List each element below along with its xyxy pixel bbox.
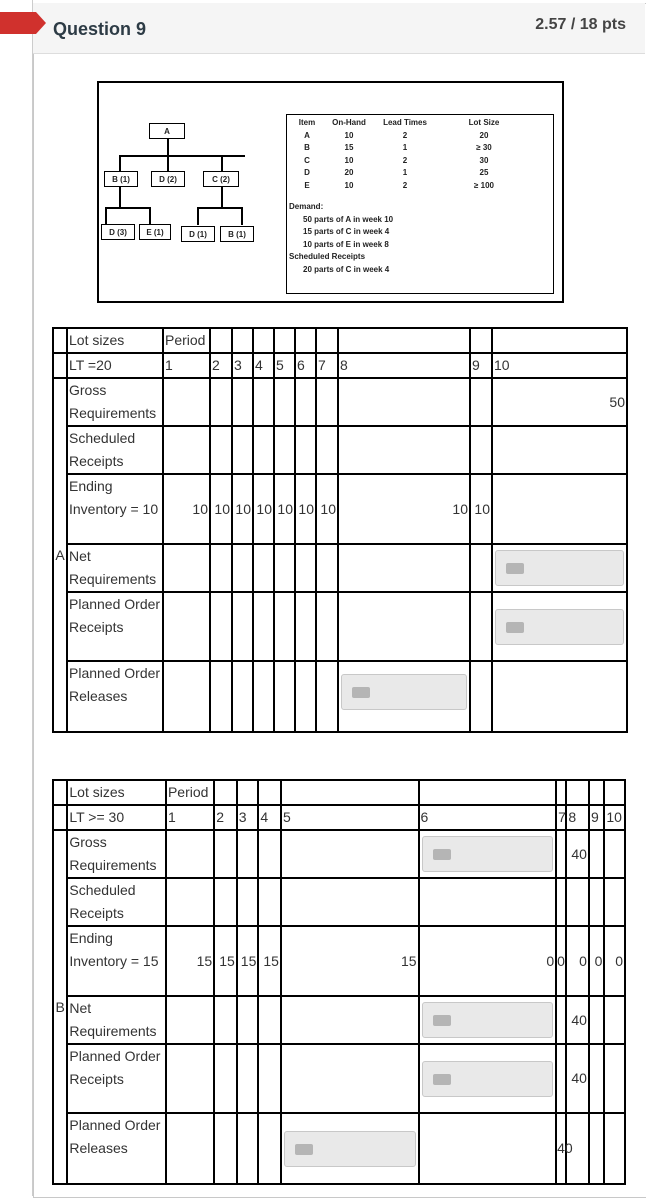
planned-order-receipts-label: Planned Order Receipts xyxy=(67,592,163,661)
grid-cell xyxy=(210,328,232,353)
scheduled-receipts-label: Scheduled Receipts xyxy=(67,878,166,926)
ending-value: 10 xyxy=(210,474,232,544)
period-number: 7 xyxy=(316,353,338,378)
bom-line xyxy=(119,155,121,171)
ending-value: 0 xyxy=(556,926,566,996)
period-number: 4 xyxy=(253,353,274,378)
info-header: Item xyxy=(298,118,316,127)
gross-requirements-label: Gross Requirements xyxy=(67,830,166,878)
ending-value: 10 xyxy=(274,474,295,544)
demand-block xyxy=(289,201,393,276)
lot-sizes-label: Lot sizes xyxy=(67,780,166,805)
period-number: 1 xyxy=(166,805,214,830)
ending-value: 10 xyxy=(163,474,210,544)
answer-placeholder-icon xyxy=(433,849,451,860)
question-score: 2.57 / 18 pts xyxy=(535,16,626,33)
lead-time-label: LT >= 30 xyxy=(67,805,166,830)
item-label: B xyxy=(53,830,67,1184)
ending-value: 0 xyxy=(419,926,557,996)
answer-placeholder-icon xyxy=(352,687,370,698)
ending-value: 0 xyxy=(589,926,604,996)
bom-line xyxy=(167,155,169,171)
ending-value: 10 xyxy=(316,474,338,544)
mrp-table-b xyxy=(52,779,626,1185)
info-cell: 20 xyxy=(344,168,354,177)
bom-node-b: B (1) xyxy=(104,171,138,187)
info-cell: 25 xyxy=(479,168,489,177)
answer-placeholder-icon xyxy=(295,1144,313,1155)
info-header: On-Hand xyxy=(332,118,366,127)
bom-node-d3: D (3) xyxy=(101,224,135,240)
info-cell: ≥ 100 xyxy=(474,180,494,190)
bom-line xyxy=(241,207,243,225)
answer-placeholder-icon xyxy=(506,622,524,633)
period-number: 8 xyxy=(338,353,470,378)
bom-node-d2: D (2) xyxy=(151,171,185,187)
ending-value: 15 xyxy=(258,926,281,996)
period-number: 10 xyxy=(492,353,627,378)
answer-placeholder-icon xyxy=(433,1074,451,1085)
ending-value: 10 xyxy=(295,474,316,544)
period-number: 3 xyxy=(237,805,259,830)
corner-cell xyxy=(53,780,67,805)
info-header: Lead Times xyxy=(383,118,427,127)
question-title: Question 9 xyxy=(53,19,147,39)
info-cell: 30 xyxy=(479,155,489,165)
demand-line: 10 parts of E in week 8 xyxy=(303,239,389,249)
period-number: 2 xyxy=(214,805,237,830)
period-number: 10 xyxy=(604,805,625,830)
bom-figure xyxy=(97,81,564,303)
period-number: 7 xyxy=(556,805,566,830)
bom-line xyxy=(221,187,223,207)
gross-requirements-label: Gross Requirements xyxy=(67,378,163,426)
period-label: Period xyxy=(166,780,214,805)
grid-cell xyxy=(232,328,253,353)
gross-value: 50 xyxy=(492,378,627,426)
lot-sizes-label: Lot sizes xyxy=(67,328,163,353)
ending-value: 10 xyxy=(470,474,492,544)
grid-cell xyxy=(316,328,338,353)
info-header: Lot Size xyxy=(468,118,500,127)
answer-placeholder-icon xyxy=(433,1015,451,1026)
net-requirements-label: Net Requirements xyxy=(67,996,166,1044)
period-number: 1 xyxy=(163,353,210,378)
info-cell: A xyxy=(304,130,310,140)
ending-inventory-label: Ending Inventory = 10 xyxy=(67,474,163,544)
item-info-box xyxy=(286,114,554,294)
info-cell: 2 xyxy=(402,155,408,165)
planned-order-receipts-label: Planned Order Receipts xyxy=(67,1044,166,1113)
ending-value xyxy=(492,474,627,544)
period-number: 5 xyxy=(274,353,295,378)
period-number: 6 xyxy=(295,353,316,378)
info-cell: 1 xyxy=(402,143,408,152)
info-cell: ≥ 30 xyxy=(476,143,492,152)
info-cell: 10 xyxy=(344,130,354,140)
answer-input[interactable] xyxy=(495,609,624,645)
period-number: 5 xyxy=(281,805,419,830)
answer-input[interactable] xyxy=(341,674,467,710)
answer-input[interactable] xyxy=(422,1002,554,1038)
ending-value: 10 xyxy=(232,474,253,544)
bom-line xyxy=(149,207,151,225)
net-requirements-label: Net Requirements xyxy=(67,544,163,592)
receipts-title: Scheduled Receipts xyxy=(289,252,366,261)
grid-cell xyxy=(53,353,67,378)
net-value: 40 xyxy=(566,996,589,1044)
ending-value: 15 xyxy=(237,926,259,996)
info-cell: 2 xyxy=(402,130,408,140)
info-cell: B xyxy=(304,143,310,152)
item-label: A xyxy=(53,378,67,732)
ending-inventory-label: Ending Inventory = 15 xyxy=(67,926,166,996)
answer-input[interactable] xyxy=(422,1061,554,1097)
bom-line xyxy=(119,187,121,207)
bom-line xyxy=(119,155,245,157)
info-cell: 1 xyxy=(402,168,408,177)
bom-line xyxy=(167,139,169,156)
period-number: 9 xyxy=(470,353,492,378)
ending-value: 15 xyxy=(214,926,237,996)
grid-cell xyxy=(253,328,274,353)
info-cell: 15 xyxy=(344,143,354,152)
period-number: 3 xyxy=(232,353,253,378)
incorrect-flag-icon xyxy=(0,12,46,34)
demand-title: Demand: xyxy=(289,202,324,211)
bom-line xyxy=(197,207,199,225)
answer-placeholder-icon xyxy=(506,563,524,574)
grid-cell xyxy=(295,328,316,353)
grid-cell xyxy=(470,328,492,353)
mrp-table-a xyxy=(52,327,628,733)
por-value: 40 xyxy=(566,1044,589,1113)
grid-cell xyxy=(338,328,470,353)
lead-time-label: LT =20 xyxy=(67,353,163,378)
receipts-line: 20 parts of C in week 4 xyxy=(303,264,390,274)
pol-value: 40 xyxy=(556,1113,566,1184)
item-info-table xyxy=(289,117,531,192)
bom-line xyxy=(221,155,223,171)
bom-node-d1: D (1) xyxy=(181,226,215,242)
bom-node-e1: E (1) xyxy=(139,224,171,240)
answer-input[interactable] xyxy=(495,550,624,586)
info-cell: C xyxy=(304,155,310,165)
period-number: 9 xyxy=(589,805,604,830)
ending-value: 0 xyxy=(604,926,625,996)
info-cell: 2 xyxy=(402,180,408,190)
answer-input[interactable] xyxy=(284,1131,416,1167)
bom-line xyxy=(105,207,151,209)
ending-value: 10 xyxy=(338,474,470,544)
grid-cell xyxy=(274,328,295,353)
period-number: 8 xyxy=(566,805,589,830)
gross-value: 40 xyxy=(566,830,589,878)
corner-cell xyxy=(53,328,67,353)
period-number: 6 xyxy=(419,805,557,830)
bom-line xyxy=(197,207,243,209)
planned-order-releases-label: Planned Order Releases xyxy=(67,1113,166,1184)
ending-value: 10 xyxy=(253,474,274,544)
demand-line: 15 parts of C in week 4 xyxy=(303,227,390,236)
period-number: 4 xyxy=(258,805,281,830)
info-cell: 20 xyxy=(479,130,489,140)
bom-node-b1: B (1) xyxy=(220,226,254,242)
ending-value: 15 xyxy=(166,926,214,996)
ending-value: 15 xyxy=(281,926,419,996)
info-cell: E xyxy=(304,180,310,190)
bom-line xyxy=(105,207,107,225)
planned-order-releases-label: Planned Order Releases xyxy=(67,661,163,732)
scheduled-receipts-label: Scheduled Receipts xyxy=(67,426,163,474)
period-number: 2 xyxy=(210,353,232,378)
answer-input[interactable] xyxy=(422,836,554,872)
demand-line: 50 parts of A in week 10 xyxy=(303,214,394,224)
ending-value: 0 xyxy=(566,926,589,996)
period-label: Period xyxy=(163,328,210,353)
info-cell: D xyxy=(304,168,310,177)
bom-node-c: C (2) xyxy=(203,171,239,187)
bom-node-a: A xyxy=(149,123,185,139)
info-cell: 10 xyxy=(344,180,354,190)
info-cell: 10 xyxy=(344,155,354,165)
grid-cell xyxy=(492,328,627,353)
